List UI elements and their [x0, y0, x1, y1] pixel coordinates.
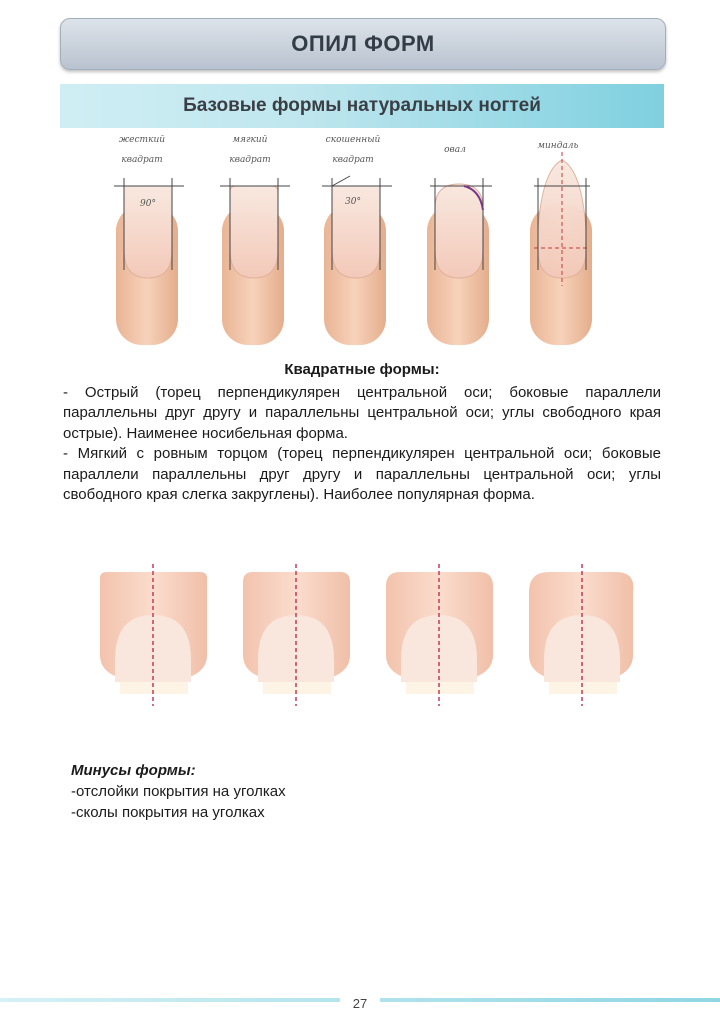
- finger-oval: [427, 145, 492, 345]
- paragraph-soft-square: - Мягкий с ровным торцом (торец перпендикулярен центральной оси; боковые параллели параллельны друг другу и параллельны центральной оси; углы свободного края слегка закруглены). Наиболее популярная форма.: [63, 445, 661, 503]
- basic-nail-shapes-figure: [60, 130, 664, 352]
- cons-item: -отслойки покрытия на уголках: [71, 783, 286, 800]
- angle-90-label: 90°: [140, 199, 156, 209]
- finger-hard-square: [114, 135, 184, 345]
- label-beveled-square-line2: квадрат: [332, 155, 374, 165]
- finger-almond: [530, 141, 592, 345]
- label-oval: овал: [444, 145, 466, 155]
- cons-title: Минусы формы:: [71, 762, 196, 779]
- section-title: Базовые формы натуральных ногтей: [183, 95, 541, 116]
- cons-item: -сколы покрытия на уголках: [71, 804, 265, 821]
- square-forms-description: [63, 360, 661, 506]
- paragraph-sharp-square: - Острый (торец перпендикулярен центральной оси; боковые параллели параллельны друг другу и параллельны центральной оси; углы свободного края острые). Наименее носибельная форма.: [63, 383, 661, 442]
- finger-beveled-square: [322, 135, 392, 345]
- page-title: ОПИЛ ФОРМ: [291, 31, 435, 56]
- page-number: 27: [340, 997, 380, 1011]
- label-hard-square-line2: квадрат: [121, 155, 163, 165]
- label-beveled-square-line1: скошенный: [325, 135, 381, 145]
- square-nail-2: [243, 564, 350, 706]
- label-soft-square-line1: мягкий: [232, 135, 268, 145]
- square-nail-3: [386, 564, 493, 706]
- label-almond: миндаль: [537, 141, 579, 151]
- section-banner: [60, 84, 664, 128]
- page-header: [60, 18, 666, 70]
- label-soft-square-line2: квадрат: [229, 155, 271, 165]
- square-nail-1: [100, 564, 207, 706]
- square-nails-figure: [95, 560, 635, 710]
- finger-soft-square: [220, 135, 290, 345]
- label-hard-square-line1: жесткий: [118, 135, 166, 145]
- square-nail-4: [529, 564, 633, 706]
- angle-30-label: 30°: [345, 197, 361, 207]
- square-forms-heading: Квадратные формы:: [284, 361, 440, 378]
- cons-section: [71, 760, 471, 823]
